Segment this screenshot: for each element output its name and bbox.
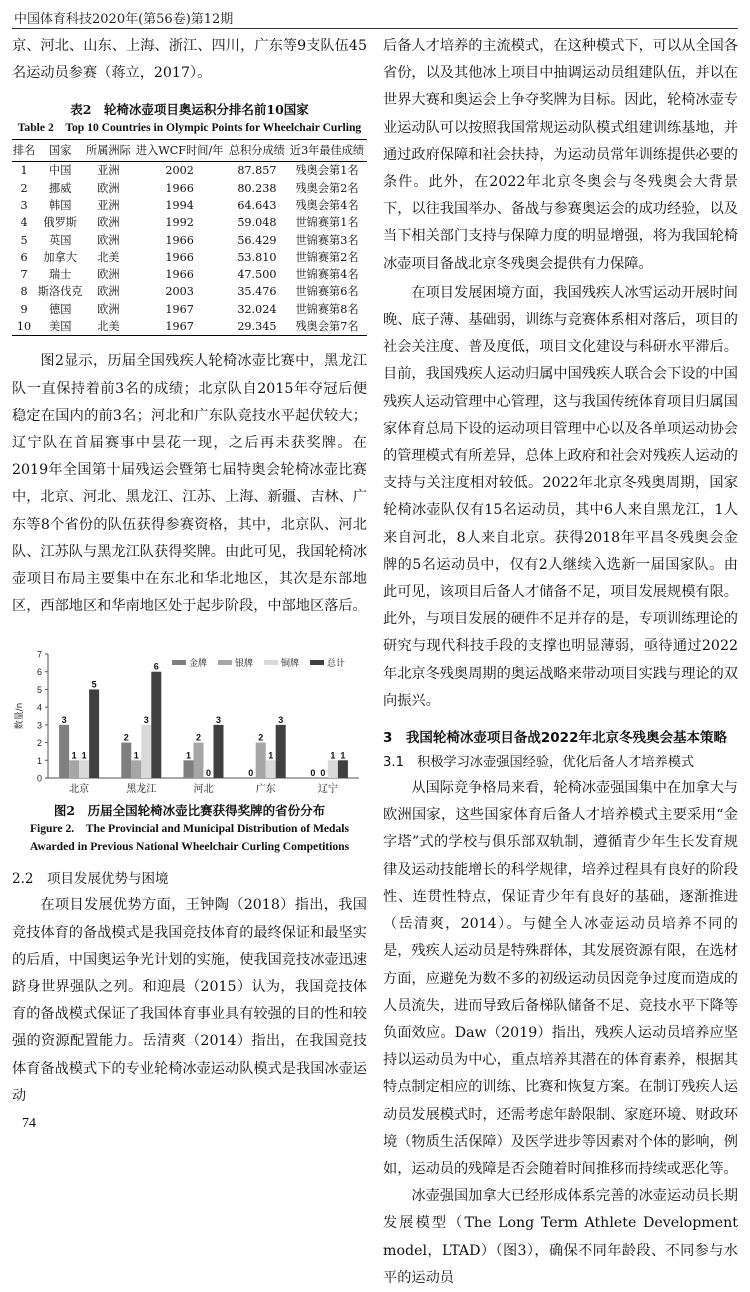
x-category-label: 广东	[255, 784, 276, 796]
table-row	[12, 249, 367, 266]
table-cell: 世锦赛第4名	[295, 268, 359, 282]
table-cell: 6	[20, 250, 28, 264]
right-paragraph-3: 从国际竞争格局来看，轮椅冰壶强国集中在加拿大与欧洲国家，这些国家体育后备人才培养模式主要采用“金字塔”式的学校与俱乐部双轨制，遵循青少年生长发育规律及运动技能增长的科学规律，培养过程具有良好的阶段性、连贯性特点，保证青少年有良好的基础，逐渐推进（岳清爽，2014）。与健全人冰壶运动员培养不同的是，残疾人运动员是特殊群体，其发展资源有限，在选材方面，应避免为数不多的初级运动员因竞争过度而造成的人员流失，进而导致后备梯队储备不足、竞技水平下降等负面效应。Daw（2019）指出，残疾人运动员培养应坚持以运动员为中心，重点培养其潜在的体育素养，根据其特点制定相应的训练、比赛和恢复方案。在制订残疾人运动员发展模式时，还需考虑年龄限制、家庭环境、财政环境（物质生活保障）及医学进步等因素对个体的影响，例如，运动员的残障是否会随着时间推移而持续或恶化等。	[383, 780, 738, 1177]
table-cell: 欧洲	[97, 216, 120, 230]
legend-swatch	[310, 660, 324, 665]
bar-value-label: 1	[185, 750, 192, 761]
table-row	[12, 180, 367, 197]
chart-bar-银牌	[256, 743, 266, 778]
table-cell: 世锦赛第3名	[295, 233, 359, 247]
bar-value-label: 2	[123, 732, 129, 743]
chart-bar-铜牌	[328, 761, 338, 779]
y-tick-label: 1	[36, 756, 42, 767]
table-cell: 亚洲	[97, 164, 120, 178]
chart-bar-金牌	[184, 761, 194, 779]
left-column	[12, 33, 367, 1110]
table-cell: 2003	[165, 285, 194, 299]
table-header-cell: 近3年最佳成绩	[287, 140, 367, 162]
legend-swatch	[218, 660, 232, 665]
bar-value-label: 1	[81, 750, 87, 761]
table-row	[12, 214, 367, 231]
page-number: 74	[22, 1116, 36, 1131]
table-cell: 8	[20, 285, 28, 299]
table-cell: 欧洲	[97, 268, 120, 282]
table-cell: 1966	[165, 233, 194, 247]
legend-label: 总计	[327, 659, 346, 670]
bar-value-label: 6	[153, 662, 159, 673]
bar-value-label: 3	[61, 715, 67, 726]
table-caption-en: Table 2 Top 10 Countries in Olympic Points for Wheelchair Curling	[17, 121, 362, 135]
table-cell: 1967	[133, 318, 227, 336]
table-row	[12, 283, 367, 300]
y-tick-label: 5	[36, 685, 42, 696]
header-rule	[12, 28, 738, 29]
chart-bar-总计	[276, 725, 286, 778]
chart-bar-铜牌	[79, 761, 89, 779]
figure-discussion-paragraph: 图2显示，历届全国残疾人轮椅冰壶比赛中，黑龙江队一直保持着前3名的成绩；北京队自2015年夺冠后便稳定在国内的前3名；河北和广东队竞技水平起伏较大；辽宁队在首届赛事中昙花一现，之后再未获奖牌。在2019年全国第十届残运会暨第七届特奥会轮椅冰壶比赛中，北京、河北、黑龙江、江苏、上海、新疆、吉林、广东等8个省份的队伍获得参赛资格，其中，北京队、河北队、江苏队与黑龙江队获得奖牌。由此可见，我国轮椅冰壶项目布局主要集中在东北和华北地区，其次是东部地区，西部地区和华南地区处于起步阶段，中部地区落后。	[12, 353, 367, 615]
table-cell: 1	[20, 164, 28, 178]
bar-value-label: 1	[340, 750, 346, 761]
table-cell: 1992	[165, 216, 194, 230]
table-cell: 80.238	[237, 181, 277, 195]
table-cell: 2002	[165, 164, 194, 178]
bar-value-label: 2	[258, 732, 264, 743]
figure-caption-en: Figure 2. The Provincial and Municipal Distribution of Medals Awarded in Previous National Wheelchair Curling Competitions	[29, 822, 350, 854]
table-cell: 56.429	[237, 233, 277, 247]
table-row	[12, 232, 367, 249]
table-cell: 德国	[49, 302, 72, 316]
running-header: 中国体育科技2020年(第56卷)第12期	[14, 12, 234, 27]
bar-value-label: 3	[278, 715, 284, 726]
table-cell: 1994	[165, 199, 194, 212]
chart-bar-银牌	[131, 761, 141, 779]
table-cell: 2	[20, 181, 28, 195]
table-cell: 美国	[36, 318, 84, 336]
table-cell: 1966	[165, 268, 194, 282]
table-cell: 47.500	[237, 268, 277, 282]
table-cell: 7	[20, 268, 28, 282]
table-caption-cn: 表2 轮椅冰壶项目奥运积分排名前10国家	[70, 102, 309, 118]
right-paragraph-2: 在项目发展困境方面，我国残疾人冰雪运动开展时间晚、底子薄、基础弱，训练与竞赛体系相对落后，项目的社会关注度、普及度低，项目文化建设与科研水平滞后。目前，我国残疾人运动归属中国残疾人联合会下设的中国残疾人运动管理中心管理，这与我国传统体育项目归属国家体育总局下设的运动项目管理中心以及各单项运动协会的管理模式有所差异，总体上政府和社会对残疾人运动的支持与关注度相对较低。2022年北京冬残奥周期，国家轮椅冰壶队仅有15名运动员，其中6人来自黑龙江，1人来自河北，8人来自北京。获得2018年平昌冬残奥会金牌的5名运动员中，仅有2人继续入选新一届国家队。由此可见，该项目后备人才储备不足，项目发展规模有限。此外，与项目发展的硬件不足并存的是，专项训练理论的研究与现代科技手段的支撑也明显薄弱，亟待通过2022年北京冬残奥周期的奥运战略来带动项目实践与理论的双向振兴。	[383, 284, 738, 709]
table-cell: 53.810	[237, 250, 277, 264]
table-cell: 35.476	[237, 285, 277, 299]
section-3-1-heading: 3.1 积极学习冰壶强国经验，优化后备人才培养模式	[383, 755, 695, 771]
legend-swatch	[264, 660, 278, 665]
table-cell: 10	[12, 318, 36, 336]
bar-value-label: 0	[310, 768, 316, 779]
x-category-label: 河北	[193, 784, 214, 796]
table-row	[12, 266, 367, 283]
table-cell: 世锦赛第1名	[295, 216, 359, 230]
table-cell: 9	[20, 302, 28, 316]
table-cell: 俄罗斯	[43, 216, 77, 230]
section-2-2-paragraph: 在项目发展优势方面，王钟陶（2018）指出，我国竞技体育的备战模式是我国竞技体育的最终保证和最坚实的后盾，中国奥运争光计划的实施，使我国竞技冰壶迅速跻身世界强队之列。和迎晨（2015）认为，我国竞技体育的备战模式保证了我国体育事业具有较强的目的性和较强的资源配置能力。岳清爽（2014）指出，在我国竞技体育备战模式下的专业轮椅冰壶运动队模式是我国冰壶运动	[12, 897, 367, 1104]
legend-label: 金牌	[189, 659, 208, 670]
table-cell: 斯洛伐克	[37, 285, 83, 299]
chart-bar-金牌	[59, 725, 69, 778]
table-cell: 5	[20, 233, 28, 247]
y-tick-label: 2	[36, 738, 42, 749]
table-row	[12, 301, 367, 318]
table-row	[12, 162, 367, 180]
chart-bar-总计	[151, 672, 161, 778]
bar-value-label: 1	[330, 750, 336, 761]
table-cell: 残奥会第4名	[295, 199, 359, 212]
x-category-label: 辽宁	[317, 784, 338, 796]
chart-bar-总计	[338, 761, 348, 779]
table-cell: 欧洲	[97, 181, 120, 195]
table-cell: 世锦赛第2名	[295, 250, 359, 264]
table-cell: 3	[20, 199, 28, 212]
figure-caption-cn: 图2 历届全国轮椅冰壶比赛获得奖牌的省份分布	[53, 803, 326, 819]
table-cell: 残奥会第7名	[287, 318, 367, 336]
x-category-label: 黑龙江	[126, 784, 157, 796]
bar-value-label: 1	[71, 750, 77, 761]
bar-value-label: 5	[91, 679, 97, 690]
table-cell: 北美	[97, 250, 120, 264]
bar-value-label: 0	[320, 768, 326, 779]
table-cell: 残奥会第1名	[295, 164, 359, 178]
table-cell: 世锦赛第8名	[295, 302, 359, 316]
right-paragraph-1: 后备人才培养的主流模式，在这种模式下，可以从全国各省份，以及其他冰上项目中抽调运动员组建队伍，并以在世界大赛和奥运会上争夺奖牌为目标。因此，轮椅冰壶专业运动队可以按照我国常规运动队模式组建训练基地，并通过政府保障和社会扶持，为运动员常年训练提供必要的条件。此外，在2022年北京冬奥会与冬残奥会大背景下，以往我国举办、备战与参赛奥运会的成功经验，以及当下相关部门支持与保障力度的明显增强，将为我国轮椅冰壶项目备战北京冬残奥会提供有力保障。	[383, 38, 738, 272]
x-category-label: 北京	[69, 784, 90, 796]
table-cell: 59.048	[237, 216, 277, 230]
intro-paragraph: 京、河北、山东、上海、浙江、四川，广东等9支队伍45名运动员参赛（蒋立，2017）。	[12, 38, 367, 82]
table-header-cell: 国家	[36, 140, 84, 162]
table-cell: 瑞士	[49, 268, 72, 282]
table-cell: 残奥会第2名	[295, 181, 359, 195]
legend-swatch	[172, 660, 186, 665]
table-cell: 挪威	[49, 181, 72, 195]
ranking-table	[12, 139, 367, 336]
chart-bar-银牌	[194, 743, 204, 778]
bar-value-label: 1	[268, 750, 274, 761]
table-cell: 1967	[165, 302, 194, 316]
table-row	[12, 318, 367, 336]
table-cell: 64.643	[237, 199, 277, 212]
y-tick-label: 4	[36, 703, 42, 714]
table-cell: 29.345	[227, 318, 287, 336]
bar-value-label: 3	[215, 715, 222, 726]
table-header-cell: 总积分成绩	[227, 140, 287, 162]
bar-value-label: 1	[133, 750, 139, 761]
table-cell: 32.024	[237, 302, 277, 316]
table-cell: 87.857	[237, 164, 277, 178]
legend-label: 铜牌	[281, 659, 300, 670]
table-header-cell: 排名	[12, 140, 36, 162]
y-tick-label: 7	[36, 649, 42, 660]
table-cell: 韩国	[49, 199, 72, 212]
bar-value-label: 0	[205, 768, 212, 779]
chart-bar-金牌	[121, 743, 131, 778]
chart-bar-总计	[214, 725, 224, 778]
table-cell: 欧洲	[97, 233, 120, 247]
table-cell: 1966	[165, 250, 194, 264]
section-3-heading: 3 我国轮椅冰壶项目备战2022年北京冬残奥会基本策略	[383, 730, 727, 747]
section-2-2-heading: 2.2 项目发展优势与困境	[12, 871, 169, 888]
table-cell: 欧洲	[97, 302, 120, 316]
table-cell: 中国	[49, 164, 72, 178]
table-cell: 1966	[165, 181, 194, 195]
chart-svg	[12, 648, 367, 798]
right-column	[383, 33, 738, 1292]
medal-distribution-chart	[12, 648, 367, 798]
table-cell: 亚洲	[97, 199, 120, 212]
chart-bar-银牌	[69, 761, 79, 779]
table-cell: 4	[20, 216, 28, 230]
bar-value-label: 0	[248, 768, 254, 779]
y-tick-label: 0	[36, 773, 42, 784]
table-cell: 北美	[84, 318, 132, 336]
y-tick-label: 3	[36, 720, 42, 731]
legend-label: 银牌	[235, 659, 254, 670]
right-paragraph-4: 冰壶强国加拿大已经形成体系完善的冰壶运动员长期发展模型（The Long Term Athlete Development model，LTAD）（图3），确保不同年龄段、不同参与水平的运动员	[383, 1188, 738, 1286]
table-cell: 世锦赛第6名	[295, 285, 359, 299]
chart-bar-铜牌	[266, 761, 276, 779]
table-header-cell: 进入WCF时间/年	[133, 140, 227, 162]
table-cell: 英国	[49, 233, 72, 247]
bar-value-label: 2	[195, 732, 202, 743]
table-header-cell: 所属洲际	[84, 140, 132, 162]
chart-bar-铜牌	[141, 725, 151, 778]
y-axis-label: 数量/n	[15, 703, 25, 730]
y-tick-label: 6	[36, 667, 42, 678]
table-cell: 欧洲	[97, 285, 120, 299]
table-cell: 加拿大	[43, 250, 77, 264]
table-row	[12, 197, 367, 214]
chart-bar-总计	[89, 690, 99, 779]
bar-value-label: 3	[143, 715, 149, 726]
